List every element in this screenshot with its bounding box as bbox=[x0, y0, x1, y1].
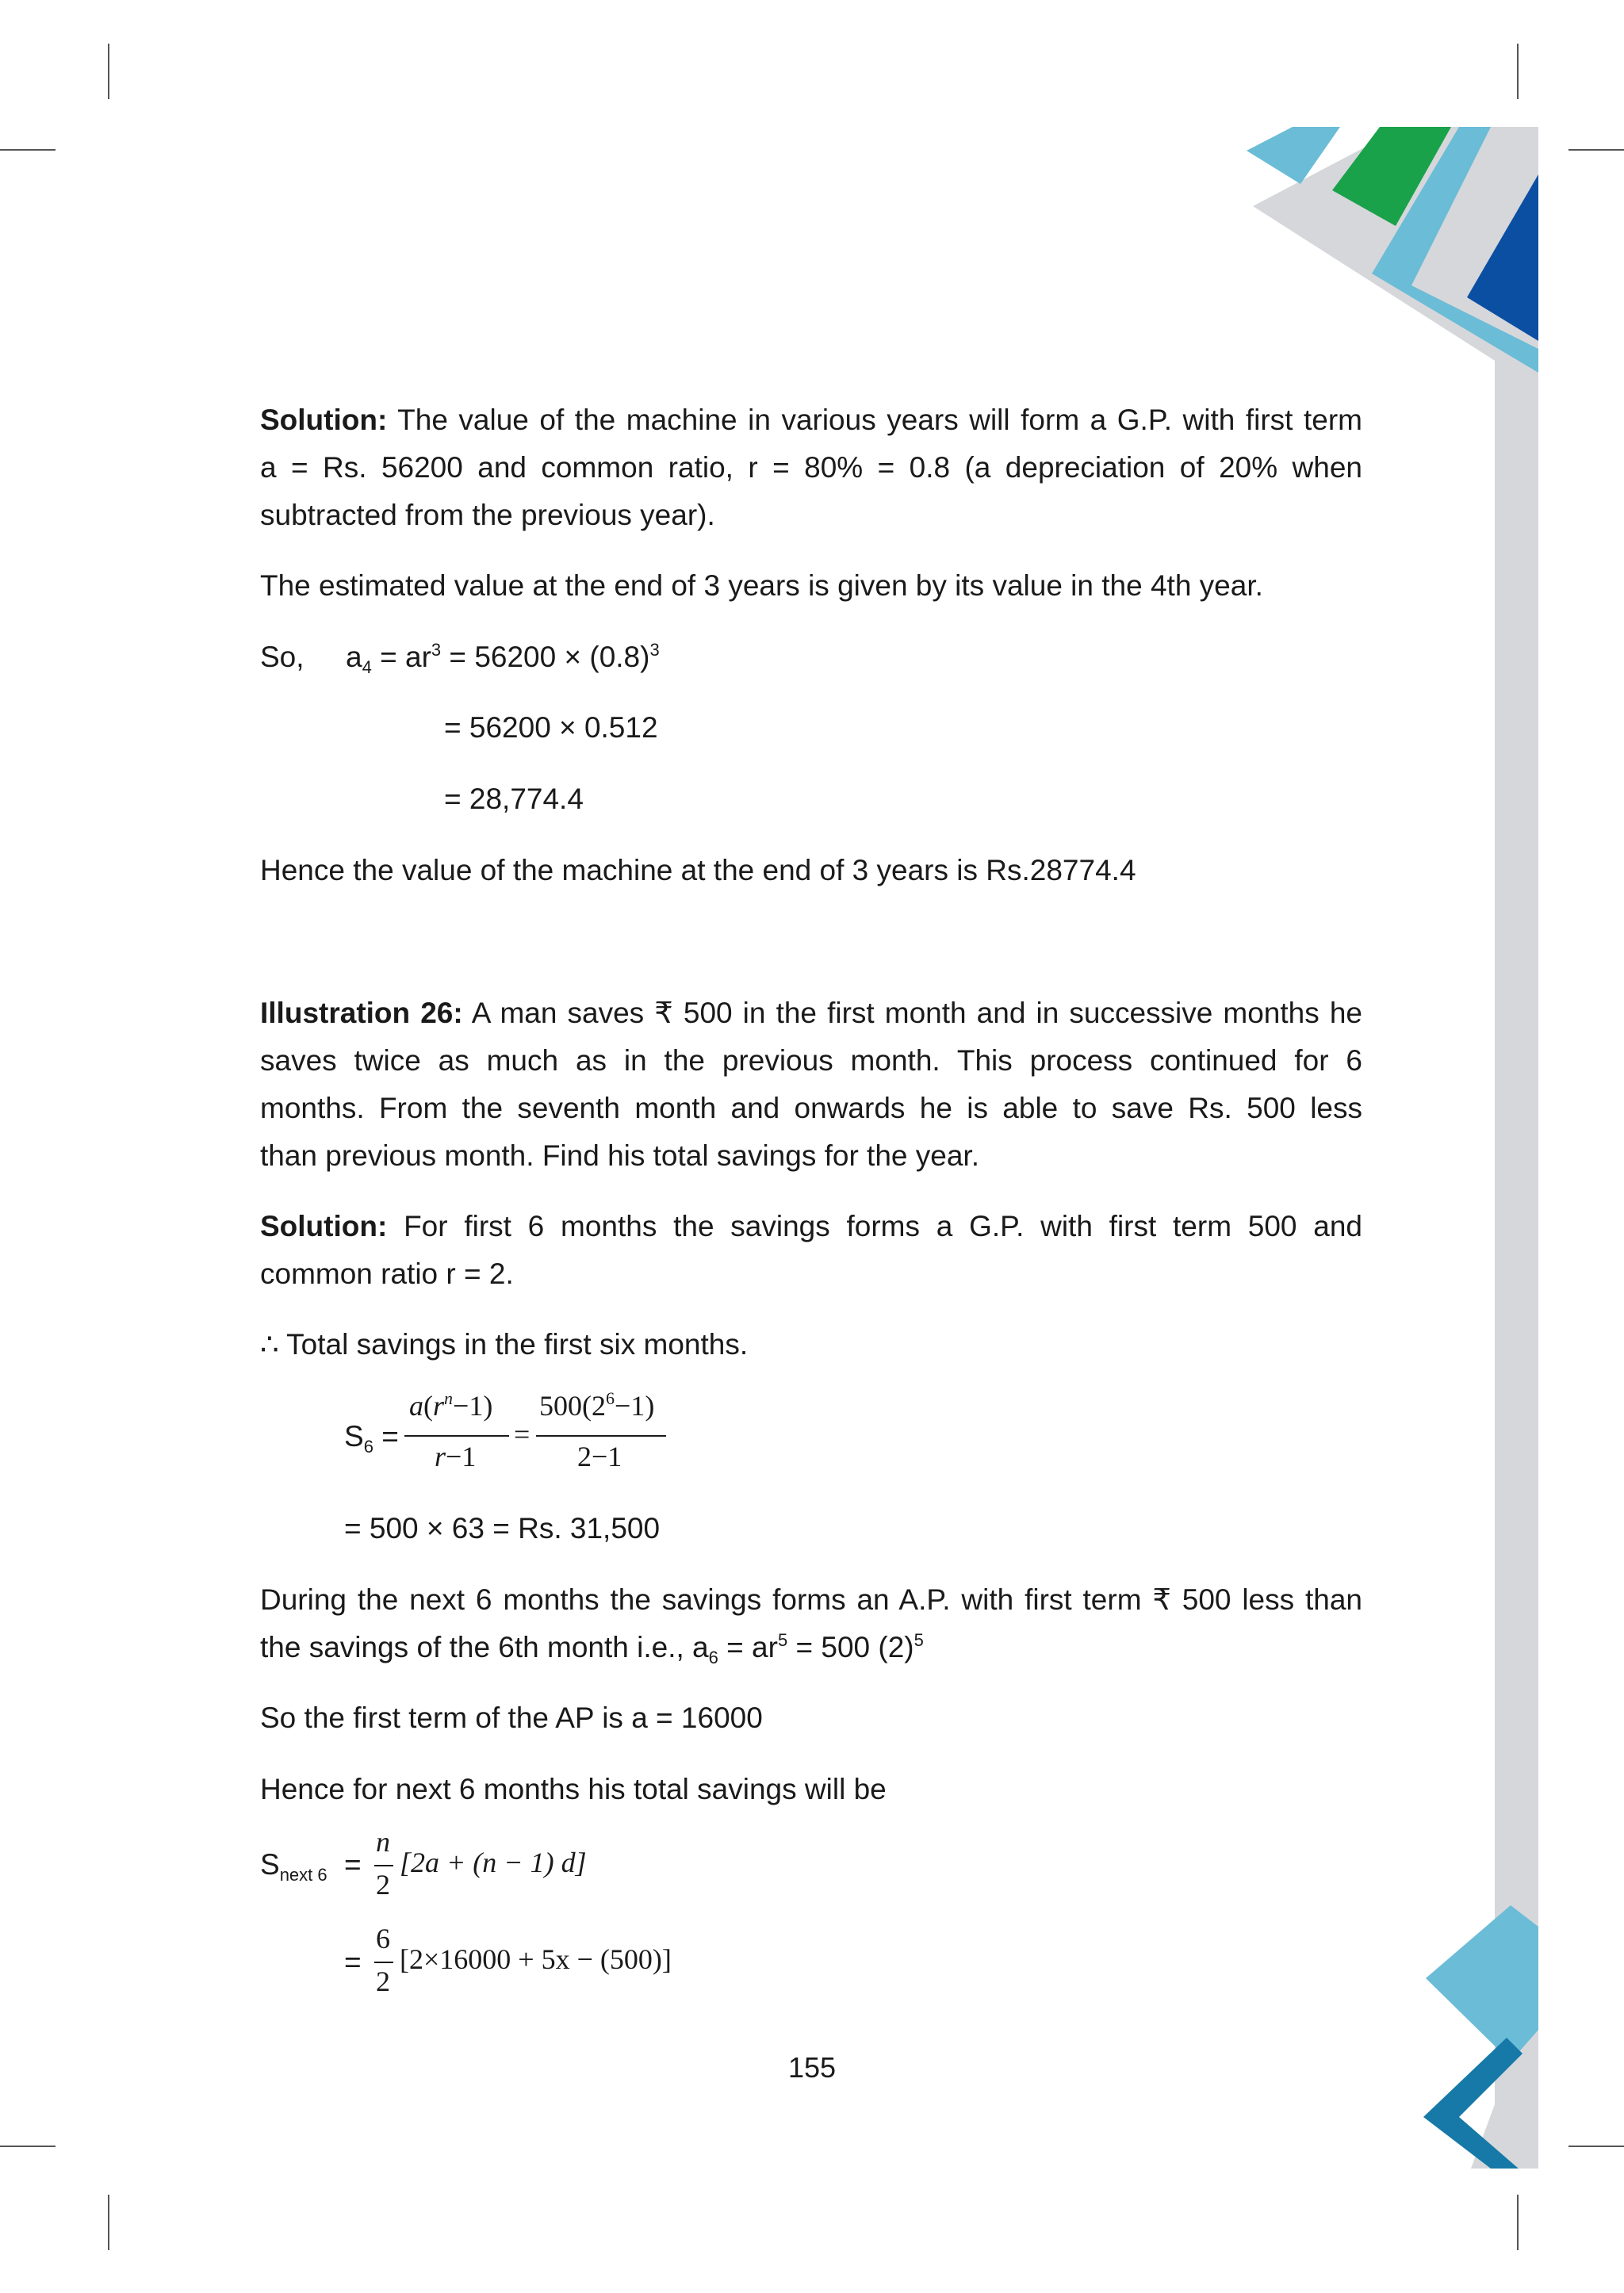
a4-step-2: = 56200 × 0.512 bbox=[444, 711, 658, 744]
fraction-2-denominator: 2−1 bbox=[577, 1441, 622, 1472]
page-number: 155 bbox=[787, 2051, 837, 2084]
therefore-line: ∴ Total savings in the first six months. bbox=[260, 1328, 749, 1361]
fraction-4-bracket: [2×16000 + 5x − (500)] bbox=[400, 1943, 672, 1975]
so-label: So, bbox=[260, 641, 304, 673]
grey-side-band bbox=[1495, 127, 1538, 2169]
fraction-1-numerator: $a(r^n-1)$ bbox=[409, 1388, 493, 1422]
snext-label: $S_{next 6}$ bbox=[260, 1848, 327, 1885]
solution-line-3: subtracted from the previous year). bbox=[260, 499, 715, 531]
hence-line: Hence the value of the machine at the end of 3 years is Rs.28774.4 bbox=[260, 854, 1136, 886]
illustration-line-4: than previous month. Find his total savings for the year. bbox=[260, 1139, 979, 1172]
s6-label: $S_6$ = bbox=[344, 1420, 399, 1457]
ap-line-2: the savings of the 6th month i.e., $a_6 = ar^5 = 500$ $(2)^5$ bbox=[260, 1630, 924, 1667]
solution-line-2: a = Rs. 56200 and common ratio, r = 80% = 0.8 (a depreciation of 20% when bbox=[260, 451, 1362, 484]
illustration-line-2: saves twice as much as in the previous month. This process continued for 6 bbox=[260, 1044, 1362, 1077]
first-term-line: So the first term of the AP is a = 16000 bbox=[260, 1702, 763, 1734]
s6-result: = 500 × 63 = Rs. 31,500 bbox=[344, 1512, 661, 1545]
fraction-3-bar bbox=[374, 1865, 393, 1866]
solution2-line-1: Solution: For first 6 months the savings forms a G.P. with first term 500 and bbox=[260, 1210, 1363, 1242]
fraction-4-bar bbox=[374, 1962, 393, 1963]
fraction-equals: = bbox=[514, 1418, 530, 1450]
fraction-1-bar bbox=[404, 1435, 509, 1437]
illustration-label: Illustration 26: bbox=[260, 997, 463, 1029]
snext-equals: = bbox=[344, 1848, 362, 1881]
solution-line-1 bbox=[260, 396, 1362, 444]
solution2-label: Solution: bbox=[260, 1210, 388, 1242]
estimated-line: The estimated value at the end of 3 years is given by its value in the 4th year. bbox=[260, 569, 1263, 602]
fraction-1-denominator: r−1 bbox=[435, 1441, 477, 1472]
solution-label: Solution: bbox=[260, 404, 388, 436]
a4-equation: $a_4 = ar^3 = 56200 \times (0.8)^3$ bbox=[346, 640, 660, 677]
ap-line-1: During the next 6 months the savings forms an A.P. with first term ₹ 500 less than bbox=[260, 1583, 1362, 1616]
illustration-line-3: months. From the seventh month and onwards he is able to save Rs. 500 less bbox=[260, 1092, 1362, 1124]
bottom-light-diamond bbox=[1426, 1905, 1538, 2061]
solution2-line-2: common ratio r = 2. bbox=[260, 1258, 514, 1290]
fraction-3-bracket: [2a + (n − 1) d] bbox=[400, 1847, 587, 1878]
fraction-3-numerator: n bbox=[376, 1826, 390, 1858]
fraction-3-denominator: 2 bbox=[376, 1869, 390, 1901]
fraction-4-denominator: 2 bbox=[376, 1966, 390, 1997]
fraction-2-numerator: $500(2^6-1)$ bbox=[539, 1388, 655, 1422]
solution-text: The value of the machine in various years will form a G.P. with first term bbox=[397, 404, 1362, 436]
hence-next-line: Hence for next 6 months his total savings will be bbox=[260, 1773, 887, 1805]
a4-step-3: = 28,774.4 bbox=[444, 783, 584, 815]
fraction-4-numerator: 6 bbox=[376, 1923, 390, 1954]
illustration-line-1: Illustration 26: A man saves ₹ 500 in the first month and in successive months he bbox=[260, 997, 1362, 1029]
fraction-2-bar bbox=[536, 1435, 666, 1437]
eq2-equals: = bbox=[344, 1946, 362, 1978]
